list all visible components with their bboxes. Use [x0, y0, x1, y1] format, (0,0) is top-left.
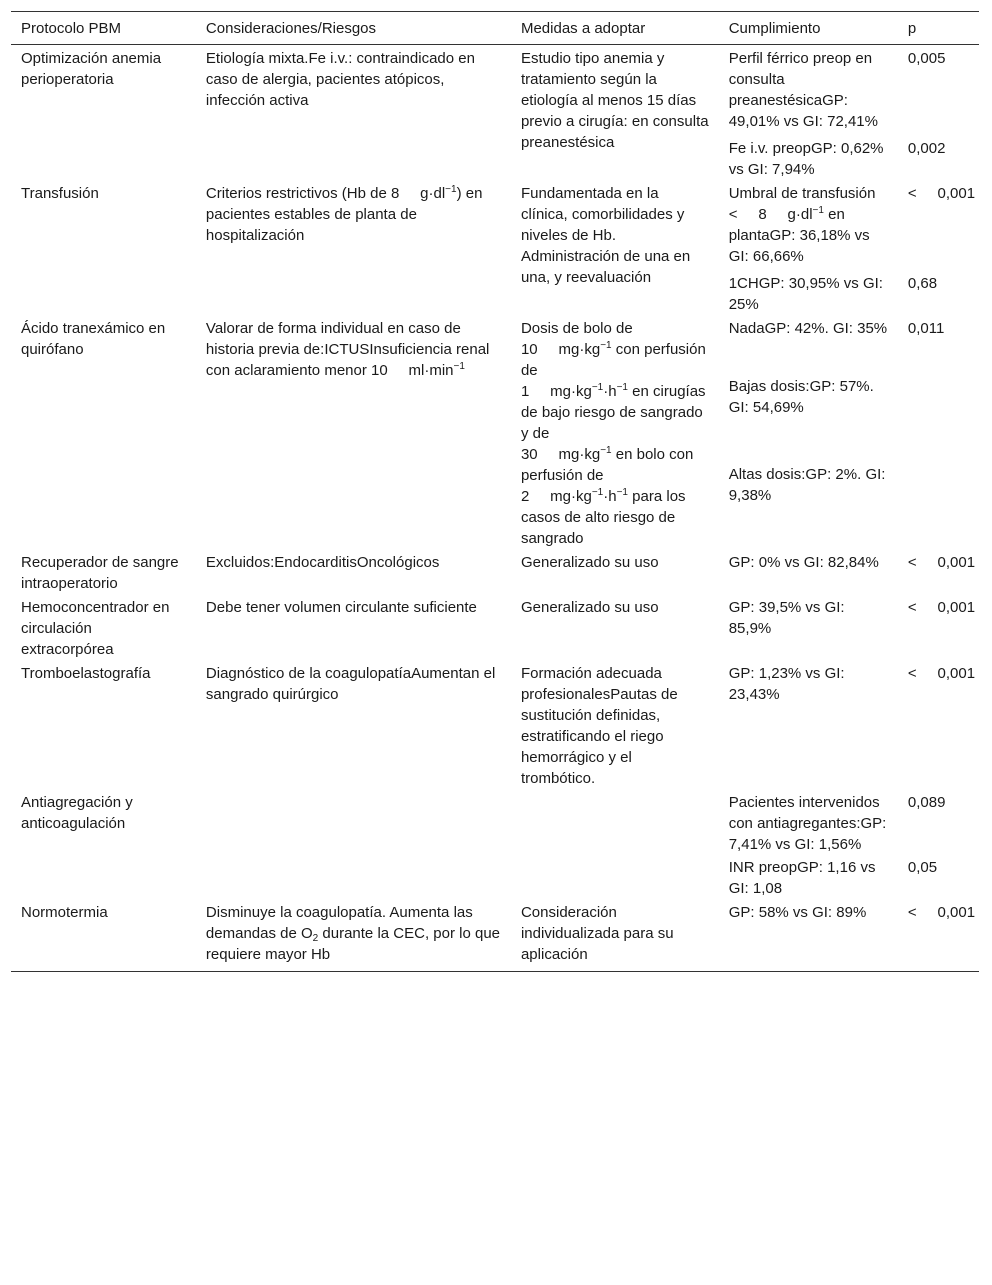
cell-compliance: Altas dosis:GP: 2%. GI: 9,38%: [728, 466, 886, 505]
unit-text: ml·min: [408, 362, 454, 379]
measures-text: para los casos de alto riesgo de sangrado: [520, 488, 686, 547]
table-row: [11, 899, 979, 972]
unit-text: ·h: [603, 383, 617, 400]
pbm-protocol-table-container: [11, 11, 979, 972]
measures-text: Dosis de bolo de: [520, 320, 633, 337]
value-text: 8: [758, 206, 767, 223]
value-text: 2: [520, 488, 530, 505]
risks-text: Disminuye la coagulopatía. Aumenta las demandas de O: [205, 904, 473, 942]
cell-compliance: INR preopGP: 1,16 vs GI: 1,08: [728, 859, 876, 897]
cell-protocol: Hemoconcentrador en circulación extracorpórea: [21, 599, 170, 658]
cell-measures: Generalizado su uso: [520, 554, 659, 571]
risks-text: Criterios restrictivos (Hb de 8: [205, 185, 400, 202]
unit-text: g·dl: [787, 206, 813, 223]
table-header: [11, 12, 979, 45]
cell-p: 0,089: [907, 794, 946, 811]
cell-risks: [196, 315, 511, 549]
cell-compliance: GP: 58% vs GI: 89%: [719, 899, 898, 972]
superscript: −1: [812, 205, 824, 216]
cell-compliance: Perfil férrico preop en consulta preanestésicaGP: 49,01% vs GI: 72,41%: [728, 50, 878, 130]
table-row: [11, 45, 979, 139]
cell-risks: Debe tener volumen circulante suficiente: [205, 599, 477, 616]
superscript: −1: [453, 361, 465, 372]
value-text: 30: [520, 446, 538, 463]
cell-compliance: GP: 39,5% vs GI: 85,9%: [728, 599, 845, 637]
superscript: −1: [616, 487, 628, 498]
superscript: −1: [616, 382, 628, 393]
cell-compliance: GP: 0% vs GI: 82,84%: [728, 554, 879, 571]
cell-measures: Generalizado su uso: [520, 599, 659, 616]
value-text: 10: [520, 341, 538, 358]
table-row: [11, 789, 979, 857]
subscript: 2: [312, 933, 319, 944]
table-row: [11, 549, 979, 594]
cell-risks: Diagnóstico de la coagulopatíaAumentan el sangrado quirúrgico: [205, 665, 496, 703]
risks-text: durante la CEC, por lo que requiere mayor Hb: [205, 925, 501, 963]
cell-compliance: GP: 1,23% vs GI: 23,43%: [728, 665, 845, 703]
cell-p: [898, 899, 979, 972]
measures-text: con perfusión de: [520, 341, 706, 379]
superscript: −1: [600, 445, 612, 456]
cell-protocol: Tromboelastografía: [21, 665, 151, 682]
table-row: [11, 594, 979, 660]
cell-p: 0,05: [907, 859, 938, 876]
cell-compliance: NadaGP: 42%. GI: 35%: [728, 320, 888, 337]
value-text: 1: [520, 383, 530, 400]
cell-p: [898, 660, 979, 789]
table-row: [11, 660, 979, 789]
header-p: p: [907, 20, 917, 37]
cell-risks: Etiología mixta.Fe i.v.: contraindicado en caso de alergia, pacientes atópicos, infección activa: [205, 50, 475, 109]
cell-protocol: Ácido tranexámico en quirófano: [21, 320, 166, 358]
cell-risks: [196, 180, 511, 315]
superscript: −1: [600, 340, 612, 351]
measures-text: en bolo con perfusión de: [520, 446, 694, 484]
unit-text: g·dl: [420, 185, 446, 202]
cell-compliance: 1CHGP: 30,95% vs GI: 25%: [728, 275, 883, 313]
cell-measures: Formación adecuada profesionalesPautas de sustitución definidas, estratificando el riego hemorrágico y el trombótico.: [520, 665, 678, 787]
p-value: 0,001: [937, 185, 976, 202]
cell-p: 0,005: [907, 50, 946, 67]
cell-p: 0,68: [907, 275, 938, 292]
superscript: −1: [445, 184, 457, 195]
cell-risks: [196, 789, 511, 899]
operator-text: <: [728, 206, 738, 223]
p-operator: <: [907, 599, 917, 616]
p-value: 0,001: [937, 599, 976, 616]
superscript: −1: [591, 382, 604, 393]
cell-compliance: Fe i.v. preopGP: 0,62% vs GI: 7,94%: [728, 140, 884, 178]
risks-text: ) en pacientes estables de planta de hospitalización: [205, 185, 483, 244]
cell-p: 0,011: [907, 320, 945, 337]
compliance-text: Umbral de transfusión: [728, 185, 876, 202]
header-protocol: Protocolo PBM: [21, 20, 122, 37]
unit-text: mg·kg: [550, 488, 592, 505]
cell-measures: [511, 789, 719, 899]
p-value: 0,001: [937, 665, 976, 682]
unit-text: mg·kg: [550, 383, 592, 400]
header-compliance: Cumplimiento: [728, 20, 821, 37]
cell-risks: Excluidos:EndocarditisOncológicos: [205, 554, 440, 571]
cell-protocol: Recuperador de sangre intraoperatorio: [21, 554, 179, 592]
unit-text: ·h: [603, 488, 617, 505]
cell-measures: [511, 315, 719, 549]
table-row: [11, 315, 979, 376]
p-operator: <: [907, 185, 917, 202]
compliance-text: en plantaGP: 36,18% vs GI: 66,66%: [728, 206, 870, 265]
p-operator: <: [907, 904, 917, 921]
header-measures: Medidas a adoptar: [520, 20, 646, 37]
p-value: 0,001: [937, 554, 976, 571]
header-risks: Consideraciones/Riesgos: [205, 20, 377, 37]
cell-measures: Consideración individualizada para su aplicación: [511, 899, 719, 972]
cell-compliance: Pacientes intervenidos con antiagregantes:GP: 7,41% vs GI: 1,56%: [728, 794, 887, 853]
superscript: −1: [591, 487, 604, 498]
cell-protocol: Optimización anemia perioperatoria: [21, 50, 162, 88]
measures-text: en cirugías de bajo riesgo de sangrado y de: [520, 383, 706, 442]
unit-text: mg·kg: [558, 341, 601, 358]
cell-protocol: Transfusión: [21, 185, 99, 202]
p-operator: <: [907, 665, 917, 682]
cell-compliance: [719, 180, 898, 273]
risks-text: Valorar de forma individual en caso de historia previa de:ICTUSInsuficiencia renal con aclaramiento menor 10: [205, 320, 490, 379]
cell-measures: Estudio tipo anemia y tratamiento según la etiología al menos 15 días previo a cirugía: en consulta preanestésica: [520, 50, 709, 151]
cell-p: [898, 180, 979, 273]
cell-p: [898, 594, 979, 660]
cell-risks: [196, 899, 511, 972]
pbm-protocol-table: [11, 11, 979, 972]
p-value: 0,001: [937, 904, 976, 921]
p-operator: <: [907, 554, 917, 571]
cell-protocol: Normotermia: [11, 899, 196, 972]
cell-compliance: Bajas dosis:GP: 57%. GI: 54,69%: [728, 377, 874, 416]
table-row: [11, 180, 979, 273]
unit-text: mg·kg: [558, 446, 601, 463]
cell-protocol: Antiagregación y anticoagulación: [21, 794, 133, 832]
cell-p: 0,002: [907, 140, 946, 157]
cell-measures: Fundamentada en la clínica, comorbilidades y niveles de Hb. Administración de una en una, y reevaluación: [520, 185, 691, 286]
cell-p: [898, 549, 979, 594]
